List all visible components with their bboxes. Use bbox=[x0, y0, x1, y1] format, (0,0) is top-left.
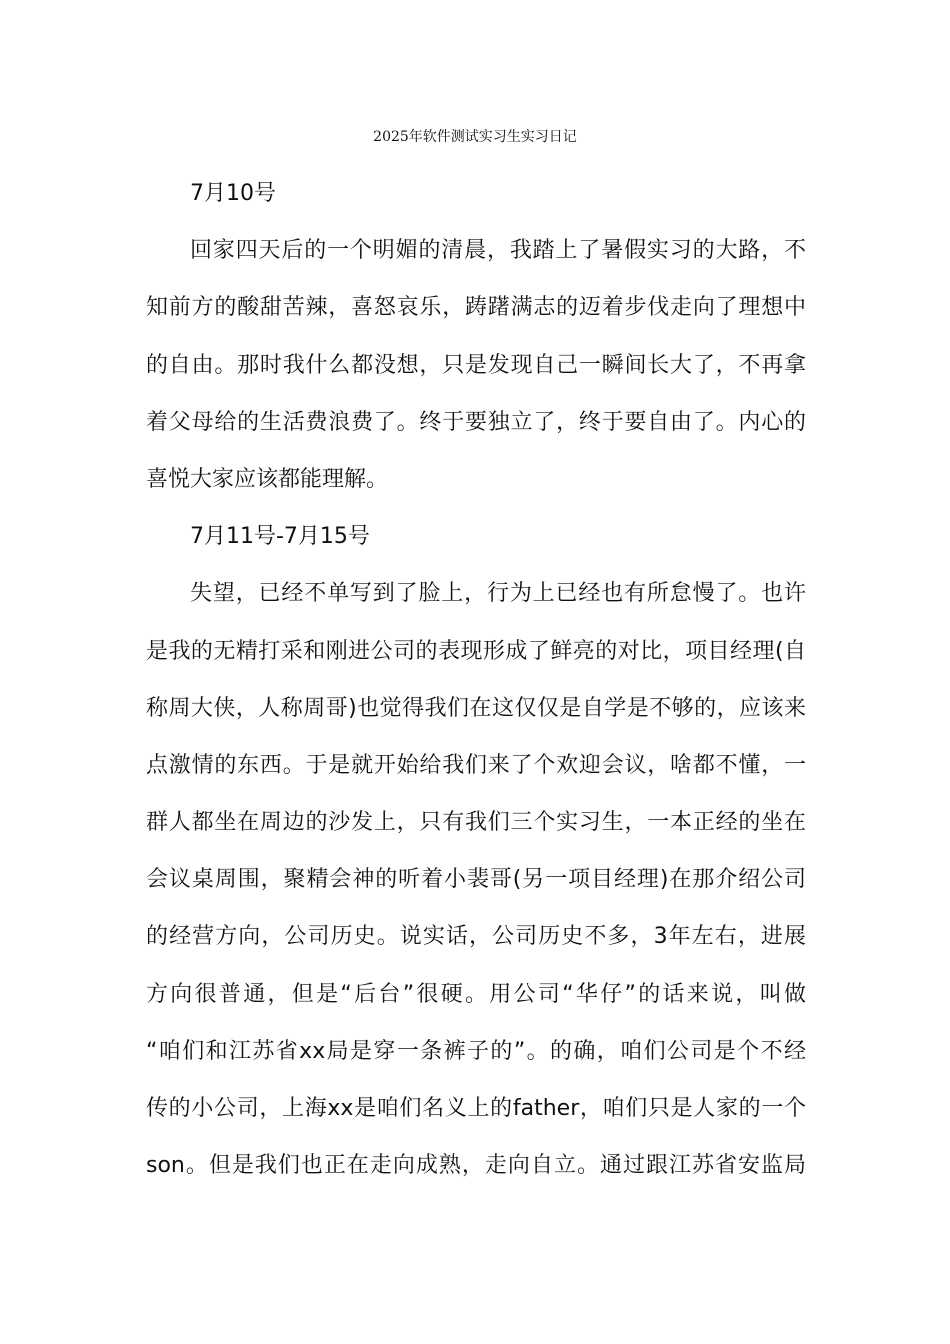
paragraph-line: 称周大侠，人称周哥)也觉得我们在这仅仅是自学是不够的，应该来 bbox=[146, 695, 806, 721]
paragraph-line: 会议桌周围，聚精会神的听着小裴哥(另一项目经理)在那介绍公司 bbox=[146, 867, 806, 893]
paragraph-line: 回家四天后的一个明媚的清晨，我踏上了暑假实习的大路，不 bbox=[190, 238, 806, 264]
paragraph-line: 知前方的酸甜苦辣，喜怒哀乐，踌躇满志的迈着步伐走向了理想中 bbox=[146, 295, 806, 321]
paragraph-line: 的自由。那时我什么都没想，只是发现自己一瞬间长大了，不再拿 bbox=[146, 352, 806, 378]
paragraph-line: 点激情的东西。于是就开始给我们来了个欢迎会议，啥都不懂，一 bbox=[146, 752, 806, 778]
paragraph-line: “咱们和江苏省xx局是穿一条裤子的”。的确，咱们公司是个不经 bbox=[146, 1038, 806, 1064]
document-title: 2025年软件测试实习生实习日记 bbox=[373, 129, 577, 145]
document-body bbox=[146, 165, 806, 1194]
paragraph-line: 方向很普通，但是“后台”很硬。用公司“华仔”的话来说，叫做 bbox=[146, 981, 806, 1007]
paragraph-line: 的经营方向，公司历史。说实话，公司历史不多，3年左右，进展 bbox=[146, 924, 806, 950]
date-heading-july-11-15: 7月11号-7月15号 bbox=[190, 524, 370, 550]
paragraph-line: 失望，已经不单写到了脸上，行为上已经也有所怠慢了。也许 bbox=[190, 581, 806, 607]
paragraph-line: son。但是我们也正在走向成熟，走向自立。通过跟江苏省安监局 bbox=[146, 1153, 806, 1179]
paragraph-line: 传的小公司，上海xx是咱们名义上的father，咱们只是人家的一个 bbox=[146, 1096, 806, 1121]
date-heading-july-10: 7月10号 bbox=[190, 181, 276, 206]
paragraph-line: 喜悦大家应该都能理解。 bbox=[146, 466, 389, 492]
paragraph-line: 是我的无精打采和刚进公司的表现形成了鲜亮的对比，项目经理(自 bbox=[146, 638, 806, 664]
paragraph-line: 群人都坐在周边的沙发上，只有我们三个实习生，一本正经的坐在 bbox=[146, 810, 806, 836]
paragraph-line: 着父母给的生活费浪费了。终于要独立了，终于要自由了。内心的 bbox=[146, 409, 806, 435]
